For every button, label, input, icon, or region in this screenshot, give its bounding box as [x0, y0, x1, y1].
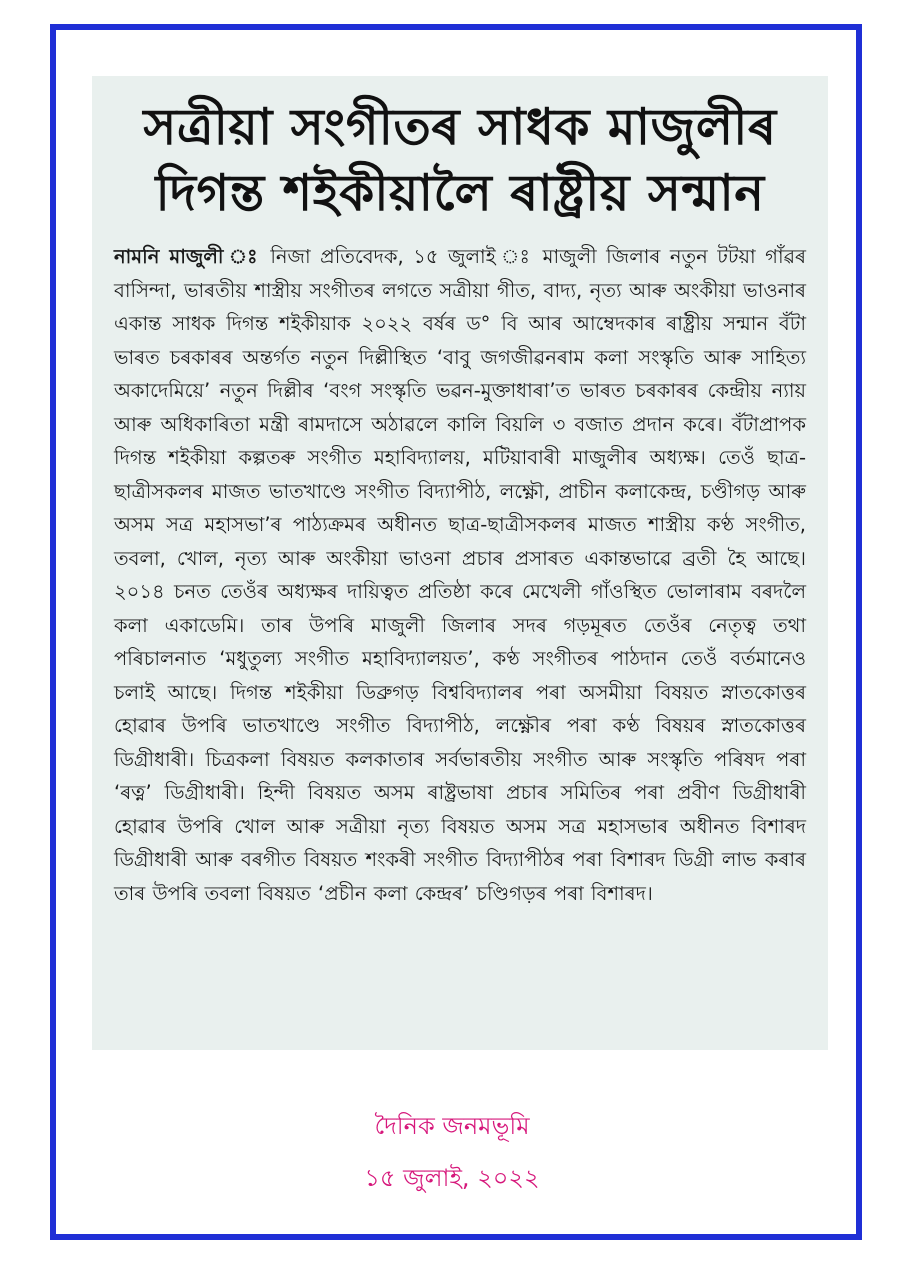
newspaper-clipping [92, 76, 828, 1050]
article-headline: সত্ৰীয়া সংগীতৰ সাধক মাজুলীৰ দিগন্ত শইকীয়ালৈ ৰাষ্ট্ৰীয় সন্মান [143, 98, 777, 222]
publication-date: ১৫ জুলাই, ২০২২ [364, 1164, 540, 1192]
article-dateline: নামনি মাজুলী ঃ [114, 245, 261, 268]
article-body [114, 240, 806, 910]
newspaper-name: দৈনিক জনমভূমি [374, 1112, 530, 1140]
article-text: নিজা প্ৰতিবেদক, ১৫ জুলাই ঃ মাজুলী জিলাৰ নতুন টটয়া গাঁৱৰ বাসিন্দা, ভাৰতীয় শাস্ত্ৰীয় সংগীতৰ লগতে সত্ৰীয়া গীত, বাদ্য, নৃত্য আৰু অংকীয়া ভাওনাৰ একান্ত সাধক দিগন্ত শইকীয়াক ২০২২ বৰ্ষৰ ড° বি আৰ আম্বেদকাৰ ৰাষ্ট্ৰীয় সন্মান বঁটা ভাৰত চৰকাৰৰ অন্তৰ্গত নতুন দিল্লীস্থিত ‘বাবু জগজীৱনৰাম কলা সংস্কৃতি আৰু সাহিত্য অকাদেমিয়ে’ নতুন দিল্লীৰ ‘বংগ সংস্কৃতি ভৱন-মুক্তাধাৰা’ত ভাৰত চৰকাৰৰ কেন্দ্ৰীয় ন্যায় আৰু অধিকাৰিতা মন্ত্ৰী ৰামদাসে অঠাৱলে কালি বিয়লি ৩ বজাত প্ৰদান কৰে। বঁটাপ্ৰাপক দিগন্ত শইকীয়া কল্পতৰু সংগীত মহাবিদ্যালয়, মটিয়াবাৰী মাজুলীৰ অধ্যক্ষ। তেওঁ ছাত্ৰ-ছাত্ৰীসকলৰ মাজত ভাতখাণ্ডে সংগীত বিদ্যাপীঠ, লক্ষ্ণৌ, প্ৰাচীন কলাকেন্দ্ৰ, চণ্ডীগড় আৰু অসম সত্ৰ মহাসভা’ৰ পাঠ্যক্ৰমৰ অধীনত ছাত্ৰ-ছাত্ৰীসকলৰ মাজত শাস্ত্ৰীয় কণ্ঠ সংগীত, তবলা, খোল, নৃত্য আৰু অংকীয়া ভাওনা প্ৰচাৰ প্ৰসাৰত একান্তভাৱে ব্ৰতী হৈ আছে। ২০১৪ চনত তেওঁৰ অধ্যক্ষৰ দায়িত্বত প্ৰতিষ্ঠা কৰে মেখেলী গাঁওস্থিত ভোলাৰাম বৰদলৈ কলা একাডেমি। তাৰ উপৰি মাজুলী জিলাৰ সদৰ গড়মূৰত তেওঁৰ নেতৃত্ব তথা পৰিচালনাত ‘মধুতুল্য সংগীত মহাবিদ্যালয়ত’, কণ্ঠ সংগীতৰ পাঠদান তেওঁ বৰ্তমানেও চলাই আছে। দিগন্ত শইকীয়া ডিব্ৰুগড় বিশ্ববিদ্যালৰ পৰা অসমীয়া বিষয়ত স্নাতকোত্তৰ হোৱাৰ উপৰি ভাতখাণ্ডে সংগীত বিদ্যাপীঠ, লক্ষ্ণৌৰ পৰা কণ্ঠ বিষয়ৰ স্নাতকোত্তৰ ডিগ্ৰীধাৰী। চিত্ৰকলা বিষয়ত কলকাতাৰ সৰ্বভাৰতীয় সংগীত আৰু সংস্কৃতি পৰিষদ পৰা ‘ৰত্ন’ ডিগ্ৰীধাৰী। হিন্দী বিষয়ত অসম ৰাষ্ট্ৰভাষা প্ৰচাৰ সমিতিৰ পৰা প্ৰবীণ ডিগ্ৰীধাৰী হোৱাৰ উপৰি খোল আৰু সত্ৰীয়া নৃত্য বিষয়ত অসম সত্ৰ মহাসভাৰ অধীনত বিশাৰদ ডিগ্ৰীধাৰী আৰু বৰগীত বিষয়ত শংকৰী সংগীত বিদ্যাপীঠৰ পৰা বিশাৰদ ডিগ্ৰী লাভ কৰাৰ তাৰ উপৰি তবলা বিষয়ত ‘প্ৰচীন কলা কেন্দ্ৰৰ’ চণ্ডিগড়ৰ পৰা বিশাৰদ। [114, 245, 806, 905]
